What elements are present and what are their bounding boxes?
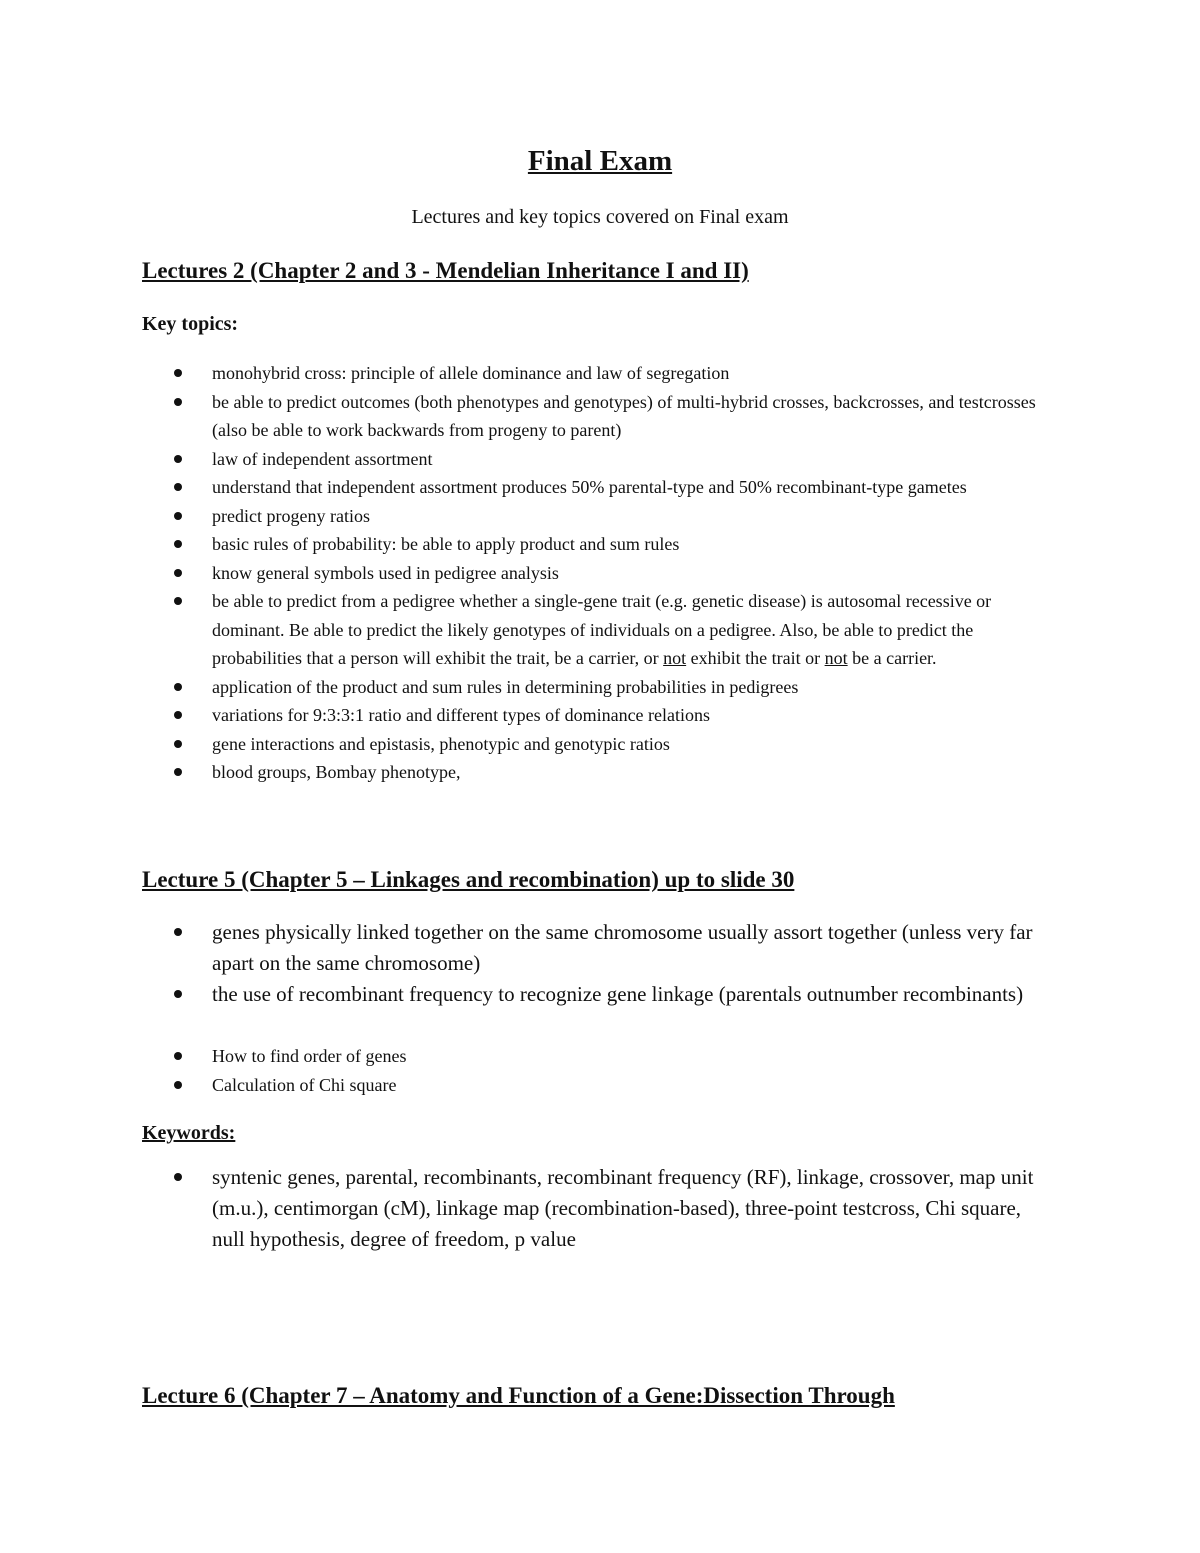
pedigree-text-1: be able to predict from a pedigree whether a single-gene trait (e.g. genetic disease) is autosomal recessive or dominant. Be able to predict the likely genotypes of individuals on a pedigree. Also, be able to predict the probabilities that a person will exhibit the trait, be a carrier, or: [212, 591, 992, 668]
list-item: monohybrid cross: principle of allele dominance and law of segregation: [172, 359, 1042, 388]
page-subtitle: Lectures and key topics covered on Final exam: [411, 206, 789, 228]
lecture-5-topic-list-main: [172, 917, 1052, 1010]
pedigree-text-2: exhibit the trait or: [686, 648, 825, 668]
list-item: predict progeny ratios: [172, 502, 1042, 531]
list-item: law of independent assortment: [172, 445, 1042, 474]
list-item: gene interactions and epistasis, phenotypic and genotypic ratios: [172, 730, 1042, 759]
list-item: How to find order of genes: [172, 1042, 1052, 1071]
pedigree-not-1: not: [663, 648, 687, 668]
list-item: know general symbols used in pedigree analysis: [172, 559, 1042, 588]
section-heading-lecture-6: Lecture 6 (Chapter 7 – Anatomy and Function of a Gene:Dissection Through: [142, 1383, 895, 1408]
list-item: be able to predict outcomes (both phenotypes and genotypes) of multi-hybrid crosses, backcrosses, and testcrosses (also be able to work backwards from progeny to parent): [172, 388, 1042, 445]
key-topics-label: Key topics:: [142, 313, 239, 335]
list-item: Calculation of Chi square: [172, 1071, 1052, 1100]
lecture-5-topic-list-extra: [172, 1042, 1052, 1099]
list-item-pedigree: [172, 587, 1042, 673]
section-heading-lecture-5: Lecture 5 (Chapter 5 – Linkages and recombination) up to slide 30: [142, 867, 795, 892]
list-item: genes physically linked together on the same chromosome usually assort together (unless very far apart on the same chromosome): [172, 917, 1052, 979]
lecture-2-topic-list: [172, 359, 1042, 787]
list-item: application of the product and sum rules in determining probabilities in pedigrees: [172, 673, 1042, 702]
pedigree-text-3: be a carrier.: [847, 648, 937, 668]
list-item: blood groups, Bombay phenotype,: [172, 758, 1042, 787]
list-item: variations for 9:3:3:1 ratio and different types of dominance relations: [172, 701, 1042, 730]
keywords-list: [172, 1162, 1052, 1255]
page-title: Final Exam: [527, 145, 673, 177]
pedigree-not-2: not: [824, 648, 848, 668]
list-item: understand that independent assortment produces 50% parental-type and 50% recombinant-type gametes: [172, 473, 1042, 502]
section-heading-lecture-2: Lectures 2 (Chapter 2 and 3 - Mendelian Inheritance I and II): [142, 258, 749, 283]
list-item: basic rules of probability: be able to apply product and sum rules: [172, 530, 1042, 559]
keywords-label: Keywords:: [142, 1122, 236, 1144]
list-item: the use of recombinant frequency to recognize gene linkage (parentals outnumber recombinants): [172, 979, 1052, 1010]
list-item: syntenic genes, parental, recombinants, recombinant frequency (RF), linkage, crossover, map unit (m.u.), centimorgan (cM), linkage map (recombination-based), three-point testcross, Chi square, null hypothesis, degree of freedom, p value: [172, 1162, 1052, 1255]
